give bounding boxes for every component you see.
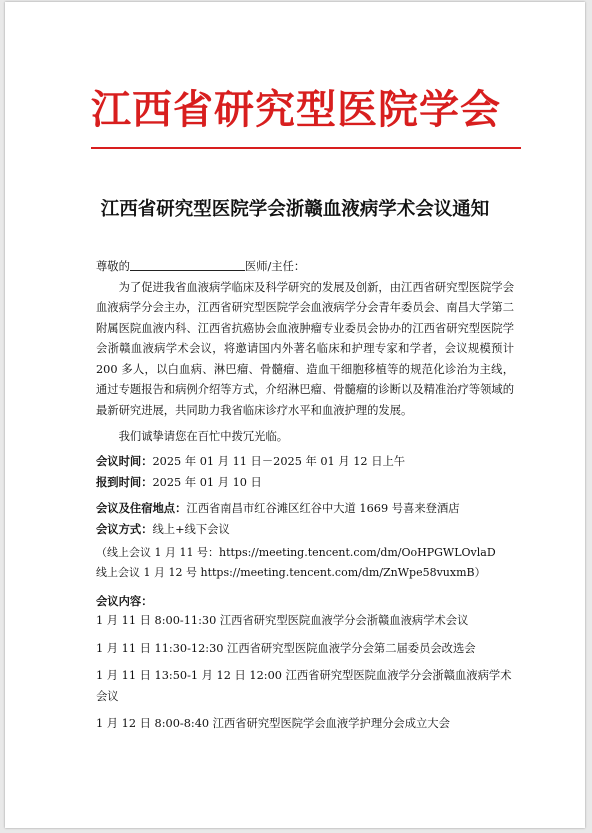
salutation-prefix: 尊敬的 (96, 260, 130, 273)
meeting-venue-value: 江西省南昌市红谷滩区红谷中大道 1669 号喜来登酒店 (186, 501, 460, 515)
meeting-venue-label: 会议及住宿地点： (96, 500, 187, 515)
name-blank-line (130, 258, 245, 271)
meeting-venue (96, 498, 514, 520)
schedule-heading: 会议内容： (96, 593, 153, 608)
meeting-time (96, 451, 514, 473)
letterhead-org-name: 江西省研究型医院学会 (91, 86, 501, 133)
meeting-time-value: 2025 年 01 月 11 日－2025 年 01 月 12 日上午 (152, 454, 406, 468)
intro-paragraph: 为了促进我省血液病学临床及科学研究的发展及创新，由江西省研究型医院学会血液病学分会主办，江西省研究型医院学会血液病学分会青年委员会、南昌大学第二附属医院血液内科、江西省抗癌协会血液肿瘤专业委员会协办的江西省研究型医院学会浙赣血液病学术会议，将邀请国内外著名临床和护理专家和学者，会议规模预计 200 多人，以白血病、淋巴瘤、骨髓瘤、造血干细胞移植等的规范化诊治为主线，通过专题报告和病例介绍等方式，介绍淋巴瘤、骨髓瘤的诊断以及精准治疗等领域的最新研究进展，共同助力我省临床诊疗水平和血液护理的发展。 (96, 280, 514, 417)
report-time-value: 2025 年 01 月 10 日 (152, 476, 262, 489)
meeting-mode (96, 519, 514, 541)
letterhead-red-rule (91, 147, 521, 149)
meeting-mode-label: 会议方式： (96, 522, 153, 536)
schedule-item: 1 月 12 日 8:00-8:40 江西省研究型医院学会血液学护理分会成立大会 (96, 717, 450, 730)
online-link-day1[interactable]: （线上会议 1 月 11 号：https://meeting.tencent.com/dm/OoHPGWLOvlaD (96, 545, 496, 559)
schedule-item: 1 月 11 日 13:50-1 月 12 日 12:00 江西省研究型医院血液学分会浙赣血液病学术会议 (96, 669, 512, 703)
online-link-day2[interactable]: 线上会议 1 月 12 号 https://meeting.tencent.com/dm/ZnWpe58vuxmB） (96, 566, 486, 579)
report-time-label: 报到时间： (96, 475, 153, 489)
report-time (96, 472, 514, 494)
document-page (5, 2, 585, 828)
notice-body (96, 257, 514, 735)
schedule-item: 1 月 11 日 11:30-12:30 江西省研究型医院血液学分会第二届委员会改选会 (96, 641, 476, 655)
salutation-suffix: 医师/主任： (244, 260, 306, 273)
schedule-item: 1 月 11 日 8:00-11:30 江西省研究型医院血液学分会浙赣血液病学术会议 (96, 614, 469, 627)
notice-title: 江西省研究型医院学会浙赣血液病学术会议通知 (100, 199, 490, 220)
meeting-mode-value: 线上+线下会议 (152, 523, 230, 536)
meeting-time-label: 会议时间： (96, 453, 153, 468)
invitation-paragraph: 我们诚挚请您在百忙中拨冗光临。 (118, 430, 289, 443)
salutation (96, 257, 514, 278)
